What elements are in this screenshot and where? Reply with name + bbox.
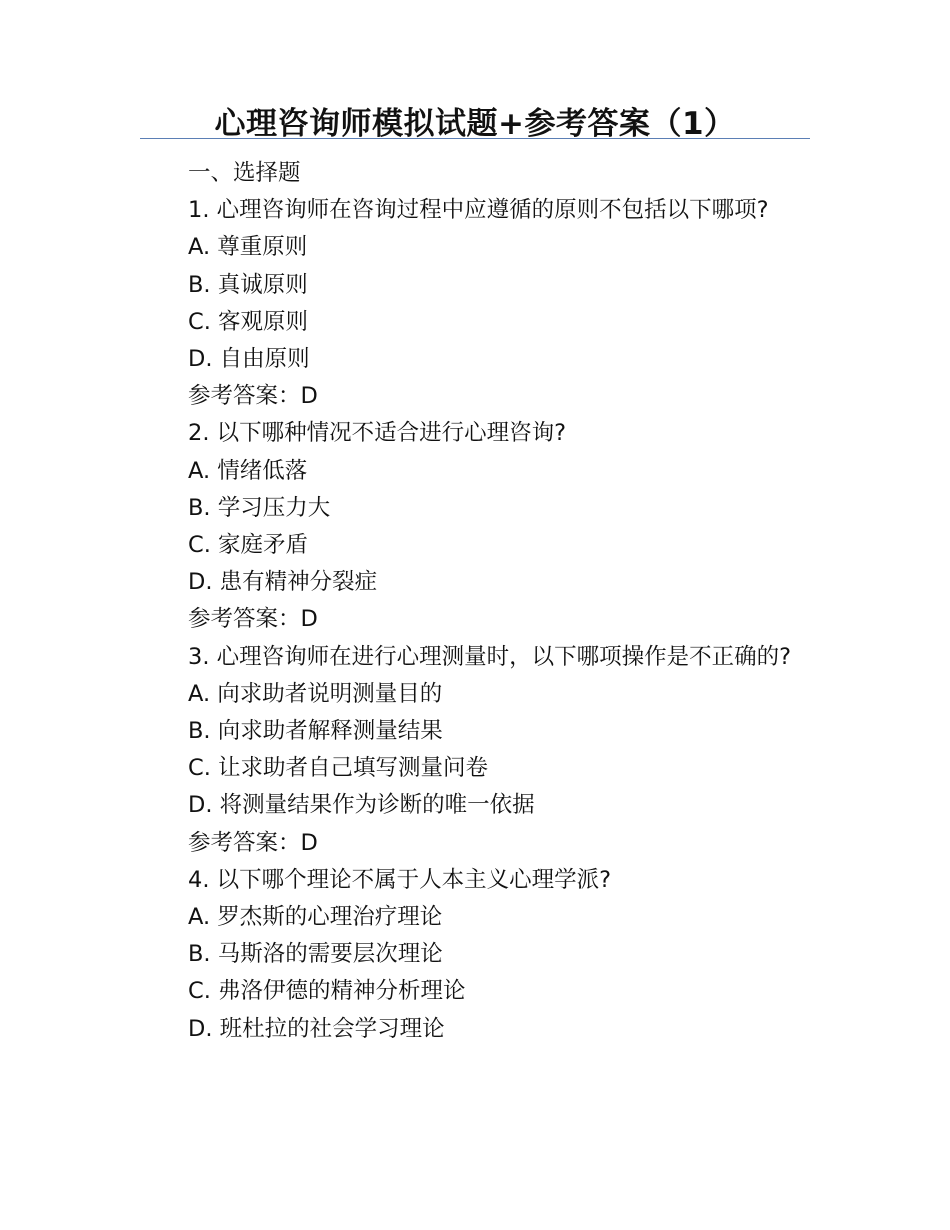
option-item: D. 班杜拉的社会学习理论: [188, 1015, 445, 1042]
answer-line: 参考答案：D: [188, 606, 318, 633]
option-item: D. 自由原则: [188, 346, 310, 373]
answer-line: 参考答案：D: [188, 829, 318, 856]
question-stem: 2. 以下哪种情况不适合进行心理咨询?: [188, 420, 567, 447]
page-title: 心理咨询师模拟试题+参考答案（1）: [214, 106, 736, 142]
option-item: D. 患有精神分裂症: [188, 569, 378, 596]
option-item: A. 向求助者说明测量目的: [188, 680, 443, 707]
option-item: A. 尊重原则: [188, 234, 308, 261]
section-heading: 一、选择题: [188, 160, 301, 186]
question-stem: 1. 心理咨询师在咨询过程中应遵循的原则不包括以下哪项?: [188, 197, 769, 224]
option-item: A. 罗杰斯的心理治疗理论: [188, 904, 443, 931]
document-body: [140, 155, 820, 1048]
option-item: C. 让求助者自己填写测量问卷: [188, 755, 489, 782]
title-underline: [140, 138, 810, 139]
option-item: D. 将测量结果作为诊断的唯一依据: [188, 792, 535, 819]
answer-line: 参考答案：D: [188, 383, 318, 410]
option-item: B. 真诚原则: [188, 271, 308, 298]
option-item: B. 学习压力大: [188, 494, 331, 521]
option-item: B. 马斯洛的需要层次理论: [188, 941, 443, 968]
option-item: C. 客观原则: [188, 308, 309, 335]
option-item: C. 弗洛伊德的精神分析理论: [188, 978, 466, 1005]
option-item: B. 向求助者解释测量结果: [188, 718, 443, 745]
question-stem: 3. 心理咨询师在进行心理测量时，以下哪项操作是不正确的?: [188, 643, 792, 670]
option-item: C. 家庭矛盾: [188, 532, 309, 559]
option-item: A. 情绪低落: [188, 457, 308, 484]
question-stem: 4. 以下哪个理论不属于人本主义心理学派?: [188, 866, 612, 893]
